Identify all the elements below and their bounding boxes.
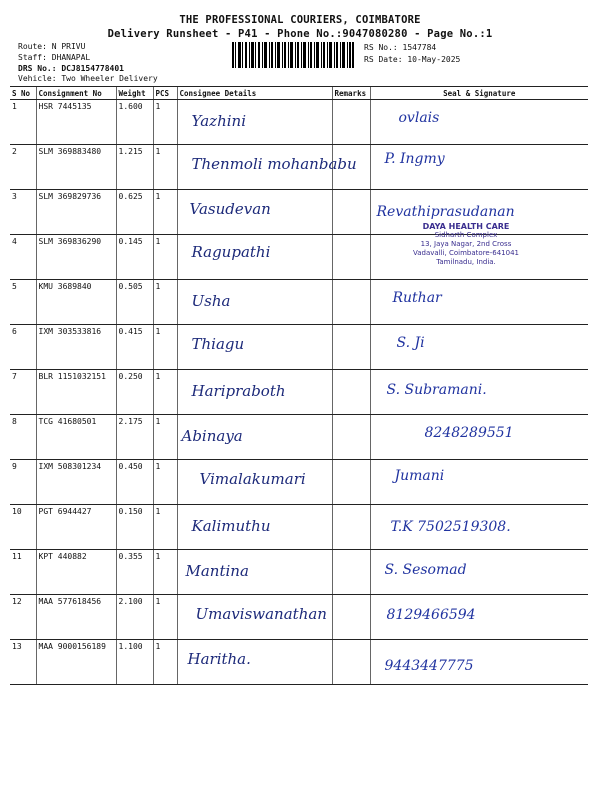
row-consignee xyxy=(177,190,332,235)
row-pcs: 1 xyxy=(153,190,177,235)
table-row xyxy=(10,460,588,505)
signature-handwriting: S. Sesomad xyxy=(384,562,467,578)
signature-handwriting: ovlais xyxy=(398,110,440,126)
signature-handwriting: 8248289551 xyxy=(424,425,514,441)
row-consignee xyxy=(177,370,332,415)
row-weight: 0.625 xyxy=(116,190,153,235)
row-sno: 8 xyxy=(10,415,36,460)
table-header-row xyxy=(10,87,588,100)
signature-handwriting: Ruthar xyxy=(392,290,442,306)
row-sno: 5 xyxy=(10,280,36,325)
row-sno: 4 xyxy=(10,235,36,280)
stamp-line-1: Sidharth Complex xyxy=(434,231,498,239)
row-weight: 2.175 xyxy=(116,415,153,460)
row-sno: 9 xyxy=(10,460,36,505)
table-row xyxy=(10,370,588,415)
signature-handwriting: S. Subramani. xyxy=(386,382,487,398)
row-remarks xyxy=(332,460,370,505)
row-signature xyxy=(370,640,588,685)
rs-date: RS Date: 10-May-2025 xyxy=(364,55,461,64)
row-consignment: MAA 577618456 xyxy=(36,595,116,640)
company-title: THE PROFESSIONAL COURIERS, COIMBATORE xyxy=(179,14,421,26)
row-consignment: SLM 369883480 xyxy=(36,145,116,190)
row-pcs: 1 xyxy=(153,550,177,595)
runsheet-table xyxy=(10,86,588,685)
row-consignee xyxy=(177,145,357,190)
signature-handwriting: 8129466594 xyxy=(386,607,476,623)
row-consignment: SLM 369836290 xyxy=(36,235,116,280)
row-weight: 0.250 xyxy=(116,370,153,415)
row-remarks xyxy=(332,235,370,280)
row-signature xyxy=(370,595,588,640)
row-consignment: SLM 369829736 xyxy=(36,190,116,235)
signature-handwriting: 9443447775 xyxy=(384,658,474,674)
row-weight: 0.145 xyxy=(116,235,153,280)
row-remarks xyxy=(332,190,370,235)
row-consignee xyxy=(177,640,332,685)
row-remarks xyxy=(332,325,370,370)
col-consignee: Consignee Details xyxy=(177,87,332,100)
stamp-line-3: Vadavalli, Coimbatore-641041 xyxy=(413,249,519,257)
barcode-icon xyxy=(232,42,354,68)
consignee-handwriting: Vimalakumari xyxy=(199,470,306,488)
signature-handwriting: P. Ingmy xyxy=(384,151,445,167)
row-remarks xyxy=(332,595,370,640)
row-signature xyxy=(370,550,588,595)
row-pcs: 1 xyxy=(153,640,177,685)
row-remarks xyxy=(332,505,370,550)
row-pcs: 1 xyxy=(153,100,177,145)
table-row xyxy=(10,145,588,190)
row-consignment: MAA 9000156189 xyxy=(36,640,116,685)
row-weight: 1.600 xyxy=(116,100,153,145)
row-remarks xyxy=(332,640,370,685)
row-pcs: 1 xyxy=(153,595,177,640)
row-consignee xyxy=(177,550,332,595)
table-row xyxy=(10,100,588,145)
row-pcs: 1 xyxy=(153,235,177,280)
table-row xyxy=(10,595,588,640)
consignee-handwriting: Abinaya xyxy=(181,427,243,445)
col-signature: Seal & Signature xyxy=(370,87,588,100)
col-sno: S No xyxy=(10,87,36,100)
row-consignee xyxy=(177,415,332,460)
table-row xyxy=(10,640,588,685)
col-pcs: PCS xyxy=(153,87,177,100)
table-row xyxy=(10,280,588,325)
row-consignment: BLR 1151032151 xyxy=(36,370,116,415)
row-signature xyxy=(370,100,588,145)
row-weight: 0.150 xyxy=(116,505,153,550)
stamp-line-2: 13, Jaya Nagar, 2nd Cross xyxy=(420,240,512,248)
row-consignee xyxy=(177,100,332,145)
consignee-handwriting: Mantina xyxy=(185,562,249,580)
row-weight: 0.450 xyxy=(116,460,153,505)
consignee-handwriting: Thiagu xyxy=(191,335,245,353)
row-weight: 0.355 xyxy=(116,550,153,595)
row-sno: 13 xyxy=(10,640,36,685)
row-weight: 2.100 xyxy=(116,595,153,640)
staff-info: Staff: DHANAPAL xyxy=(18,53,91,62)
consignee-handwriting: Kalimuthu xyxy=(191,517,271,535)
col-consignment: Consignment No xyxy=(36,87,116,100)
runsheet-subtitle: Delivery Runsheet - P41 - Phone No.:9047080280 - Page No.:1 xyxy=(107,28,493,40)
drs-number: DRS No.: DCJ8154778401 xyxy=(18,64,124,73)
consignee-handwriting: Umaviswanathan xyxy=(195,605,327,623)
consignee-handwriting: Ragupathi xyxy=(191,243,271,261)
row-signature xyxy=(370,325,588,370)
row-pcs: 1 xyxy=(153,370,177,415)
row-remarks xyxy=(332,145,370,190)
row-consignee xyxy=(177,235,332,280)
row-sno: 10 xyxy=(10,505,36,550)
stamp-line-4: Tamilnadu, India. xyxy=(436,258,496,266)
row-remarks xyxy=(332,550,370,595)
row-signature xyxy=(370,415,588,460)
row-remarks xyxy=(332,415,370,460)
row-signature xyxy=(370,145,588,190)
col-weight: Weight xyxy=(116,87,153,100)
row-remarks xyxy=(332,280,370,325)
rs-number: RS No.: 1547784 xyxy=(364,43,437,52)
row-pcs: 1 xyxy=(153,415,177,460)
row-pcs: 1 xyxy=(153,280,177,325)
signature-handwriting: Jumani xyxy=(394,468,445,484)
row-consignment: KMU 3689840 xyxy=(36,280,116,325)
row-sno: 6 xyxy=(10,325,36,370)
row-consignment: PGT 6944427 xyxy=(36,505,116,550)
row-weight: 1.100 xyxy=(116,640,153,685)
table-row xyxy=(10,505,588,550)
row-weight: 0.415 xyxy=(116,325,153,370)
row-remarks xyxy=(332,370,370,415)
row-sno: 2 xyxy=(10,145,36,190)
table-row xyxy=(10,325,588,370)
vehicle-info: Vehicle: Two Wheeler Delivery xyxy=(18,74,158,83)
consignee-handwriting: Haripraboth xyxy=(191,382,286,400)
row-signature xyxy=(370,505,588,550)
consignee-handwriting: Haritha. xyxy=(187,650,251,668)
row-consignee xyxy=(177,280,332,325)
row-consignment: IXM 303533816 xyxy=(36,325,116,370)
row-consignee xyxy=(177,595,332,640)
row-sno: 12 xyxy=(10,595,36,640)
row-consignment: TCG 41680501 xyxy=(36,415,116,460)
row-consignee xyxy=(177,325,332,370)
table-row xyxy=(10,415,588,460)
row-weight: 0.505 xyxy=(116,280,153,325)
row-pcs: 1 xyxy=(153,505,177,550)
row-signature xyxy=(370,370,588,415)
consignee-handwriting: Thenmoli mohanbabu xyxy=(191,155,357,173)
signature-handwriting: Revathiprasudanan xyxy=(376,204,515,220)
row-consignment: IXM 508301234 xyxy=(36,460,116,505)
row-sno: 1 xyxy=(10,100,36,145)
row-consignment: HSR 7445135 xyxy=(36,100,116,145)
row-pcs: 1 xyxy=(153,325,177,370)
row-signature xyxy=(370,460,588,505)
row-weight: 1.215 xyxy=(116,145,153,190)
row-pcs: 1 xyxy=(153,145,177,190)
signature-handwriting: S. Ji xyxy=(396,335,425,351)
consignee-handwriting: Vasudevan xyxy=(189,200,271,218)
row-consignment: KPT 440882 xyxy=(36,550,116,595)
row-consignee xyxy=(177,505,332,550)
col-remarks: Remarks xyxy=(332,87,370,100)
row-sno: 3 xyxy=(10,190,36,235)
seal-stamp xyxy=(396,222,536,267)
route-info: Route: N PRIVU xyxy=(18,42,86,51)
signature-handwriting: T.K 7502519308. xyxy=(390,519,511,535)
consignee-handwriting: Usha xyxy=(191,292,231,310)
row-pcs: 1 xyxy=(153,460,177,505)
row-remarks xyxy=(332,100,370,145)
table-row xyxy=(10,550,588,595)
consignee-handwriting: Yazhini xyxy=(191,112,246,130)
row-sno: 11 xyxy=(10,550,36,595)
row-signature xyxy=(370,280,588,325)
row-consignee xyxy=(177,460,332,505)
row-sno: 7 xyxy=(10,370,36,415)
stamp-name: DAYA HEALTH CARE xyxy=(422,222,510,231)
